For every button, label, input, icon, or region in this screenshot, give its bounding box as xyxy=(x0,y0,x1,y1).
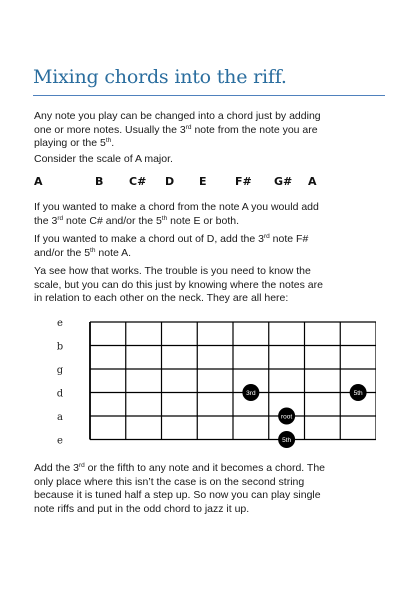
intro-line-3a: playing or the 5 xyxy=(34,137,106,149)
string-label: e xyxy=(57,318,63,329)
a-chord-line-2c: note E or both. xyxy=(167,214,240,227)
scale-note: C# xyxy=(129,175,147,188)
scale-note: G# xyxy=(274,175,293,188)
neck-line-1: Ya see how that works. The trouble is you need to know the xyxy=(34,265,311,277)
closing-line-1a: Add the 3 xyxy=(34,462,79,474)
neck-paragraph xyxy=(34,265,386,306)
string-label: b xyxy=(56,341,64,353)
d-chord-line-1-sup: rd xyxy=(263,233,270,240)
neck-line-3: in relation to each other on the neck. They are all here: xyxy=(34,292,289,304)
intro-line-2a: one or more notes. Usually the 3 xyxy=(34,123,186,136)
a-chord-line-2-sup: rd xyxy=(57,214,64,222)
note-marker-label: 5th xyxy=(282,436,292,444)
closing-paragraph xyxy=(34,462,386,516)
intro-line-3-sup: th xyxy=(105,137,112,144)
intro-line-2b: note from the note you are xyxy=(191,123,318,136)
d-chord-line-2-sup: th xyxy=(90,246,96,254)
intro-line-3b: . xyxy=(111,137,115,149)
closing-line-4: note riffs and put in the odd chord to jazz it up. xyxy=(34,502,250,515)
intro-paragraph xyxy=(34,110,386,151)
string-label: a xyxy=(57,412,63,423)
note-marker-label: root xyxy=(281,413,293,421)
note-marker-label: 5th xyxy=(353,389,363,397)
a-chord-line-2b: note C# and/or the 5 xyxy=(63,214,162,227)
closing-line-3: because it is tuned half a step up. So now you can play single xyxy=(34,489,321,501)
a-chord-line-2a: the 3 xyxy=(34,214,58,227)
string-label: e xyxy=(57,435,63,447)
scale-note: A xyxy=(308,175,317,188)
scale-note: B xyxy=(95,175,104,188)
scale-intro-paragraph: Consider the scale of A major. xyxy=(34,153,173,165)
d-chord-line-1a: If you wanted to make a chord out of D, add the 3 xyxy=(34,233,264,245)
neck-line-2: scale, but you can do this just by knowing where the notes are xyxy=(34,278,323,291)
string-label: d xyxy=(56,388,64,400)
a-chord-paragraph xyxy=(34,201,386,228)
d-chord-line-1b: note F# xyxy=(269,233,309,245)
closing-line-1-sup: rd xyxy=(78,462,85,469)
closing-line-2: only place where this isn’t the case is on the second string xyxy=(34,475,305,488)
scale-note: E xyxy=(199,175,207,188)
scale-note: F# xyxy=(235,175,252,188)
intro-line-2-sup: rd xyxy=(185,123,192,131)
string-label: g xyxy=(56,365,64,376)
a-chord-line-1: If you wanted to make a chord from the note A you would add xyxy=(34,201,319,213)
fretboard-diagram xyxy=(36,312,376,457)
scale-note: A xyxy=(34,175,43,188)
title-underline xyxy=(33,95,385,96)
scale-notes-row xyxy=(34,175,364,191)
page-title: Mixing chords into the riff. xyxy=(33,66,287,88)
a-chord-line-2-sup2: th xyxy=(161,214,168,222)
d-chord-paragraph xyxy=(34,233,386,260)
note-marker-label: 3rd xyxy=(246,389,256,397)
intro-line-1: Any note you play can be changed into a chord just by adding xyxy=(34,110,321,122)
closing-line-1b: or the fifth to any note and it becomes a chord. The xyxy=(84,462,326,474)
d-chord-line-2a: and/or the 5 xyxy=(34,246,91,259)
d-chord-line-2b: note A. xyxy=(95,246,132,259)
scale-note: D xyxy=(165,175,175,188)
